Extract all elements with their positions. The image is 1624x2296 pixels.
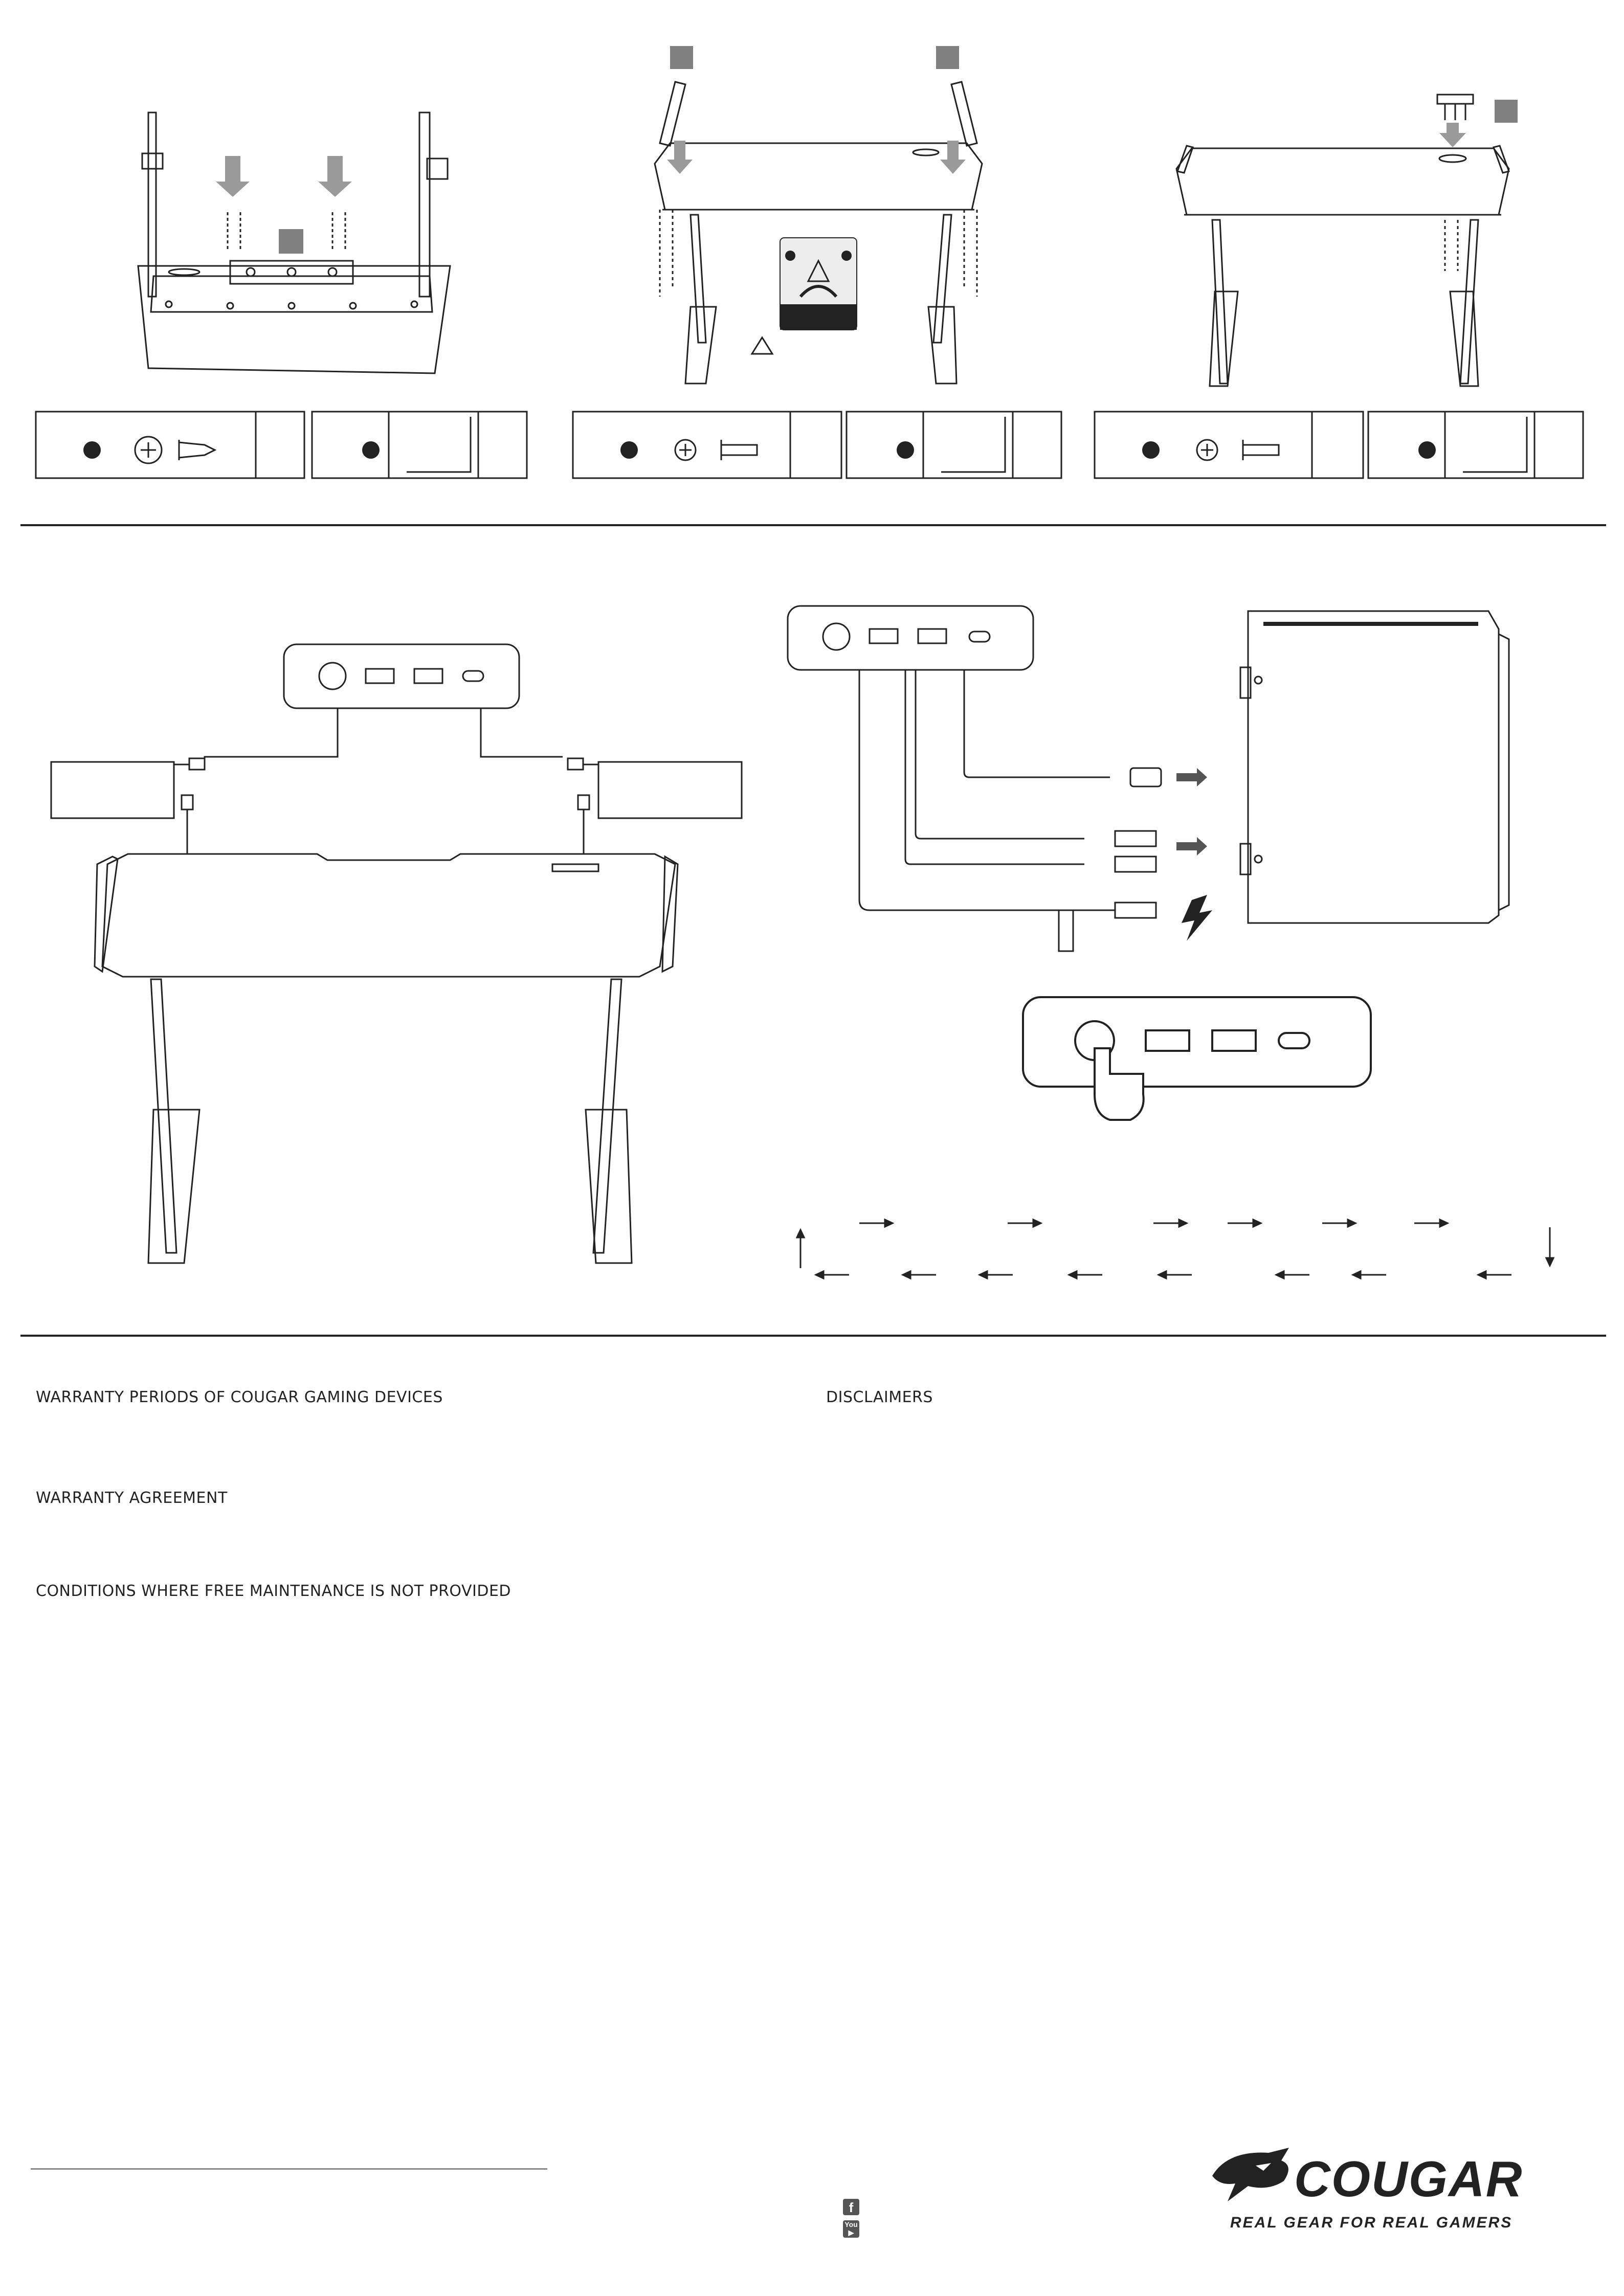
cougar-logo-icon <box>1207 2145 1299 2207</box>
step1-illustration <box>118 102 506 378</box>
hub-button-illustration <box>1018 992 1386 1125</box>
usb-connection-illustration <box>783 603 1560 972</box>
step2-illustration <box>634 41 1003 389</box>
brand-name: COUGAR <box>1294 2151 1523 2207</box>
section-divider-bottom <box>20 1335 1606 1337</box>
parts-strip <box>36 412 1596 483</box>
section-divider-top <box>20 524 1606 526</box>
footer-divider <box>31 2168 547 2170</box>
heading-disclaimers: DISCLAIMERS <box>826 1388 933 1406</box>
step3-illustration <box>1166 87 1534 394</box>
light-mode-cycle-diagram <box>798 1217 1575 1273</box>
led-wiring-illustration <box>51 639 726 1273</box>
facebook-icon[interactable]: f <box>843 2199 859 2215</box>
heading-warranty-agreement: WARRANTY AGREEMENT <box>36 1489 228 1507</box>
brand-tagline: REAL GEAR FOR REAL GAMERS <box>1230 2214 1513 2231</box>
youtube-icon[interactable]: You ▶ <box>843 2220 859 2238</box>
heading-warranty-periods: WARRANTY PERIODS OF COUGAR GAMING DEVICES <box>36 1388 443 1406</box>
heading-conditions: CONDITIONS WHERE FREE MAINTENANCE IS NOT PROVIDED <box>36 1582 511 1600</box>
